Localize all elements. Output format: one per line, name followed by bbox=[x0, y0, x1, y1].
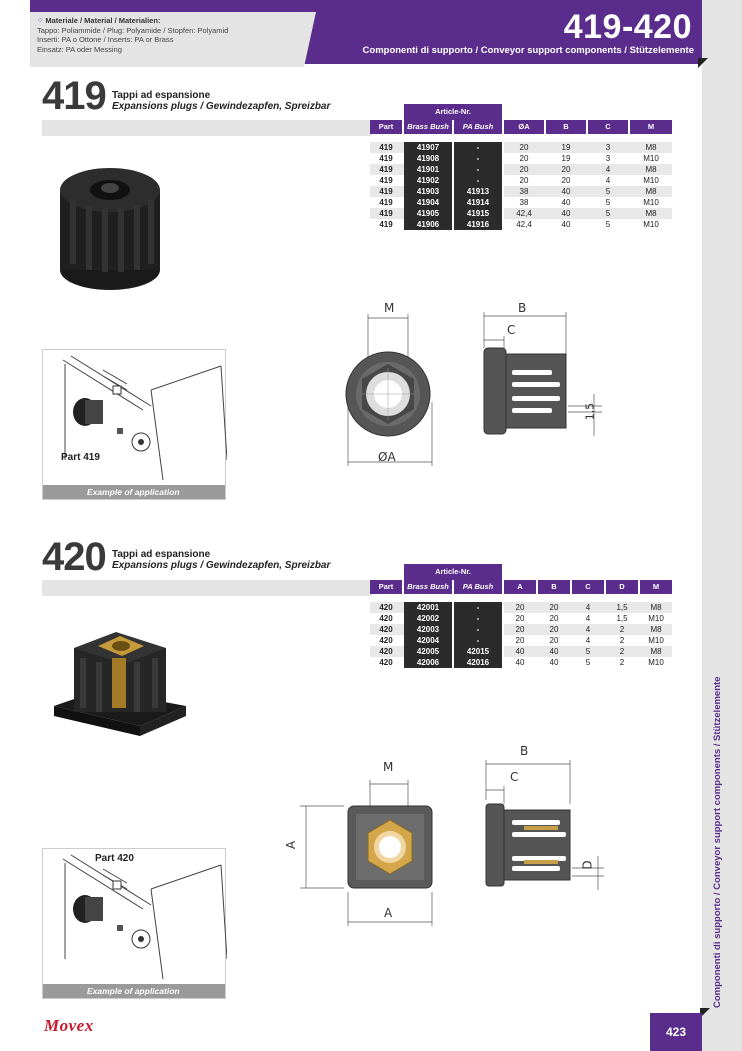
table-cell: 42002 bbox=[404, 613, 454, 624]
table-cell: 1,5 bbox=[616, 614, 628, 623]
table-cell: 41907 bbox=[404, 142, 454, 153]
table-cell: 41915 bbox=[454, 208, 504, 219]
section-419-band bbox=[42, 120, 372, 136]
col-header: Brass Bush bbox=[404, 580, 452, 594]
table-cell: 2 bbox=[619, 647, 625, 656]
table-cell: 42006 bbox=[404, 657, 454, 668]
table-cell: 41908 bbox=[404, 153, 454, 164]
dim-b-label: B bbox=[520, 744, 529, 758]
table-cell: 38 bbox=[519, 198, 529, 207]
page-number: 423 bbox=[650, 1013, 702, 1051]
table-cell: 42016 bbox=[454, 657, 504, 668]
section-419-article-header: Article-Nr. bbox=[404, 104, 502, 120]
section-420-number: 420 bbox=[42, 535, 106, 579]
table-row bbox=[370, 153, 672, 164]
table-cell: 20 bbox=[519, 154, 529, 163]
material-line-2: Inserti: PA o Ottone / Inserts: PA or Brass bbox=[37, 35, 174, 44]
material-info bbox=[30, 12, 304, 67]
table-cell: 20 bbox=[519, 165, 529, 174]
table-cell: 42005 bbox=[404, 646, 454, 657]
table-cell: 20 bbox=[561, 165, 571, 174]
dim-d-label: 1,5 bbox=[583, 402, 597, 421]
plug-419-photo bbox=[52, 150, 168, 298]
table-cell: M10 bbox=[643, 220, 659, 229]
table-cell: 41903 bbox=[404, 186, 454, 197]
table-row bbox=[370, 624, 672, 635]
plug-420-photo bbox=[50, 614, 190, 738]
table-cell: 42004 bbox=[404, 635, 454, 646]
col-header: ØA bbox=[504, 120, 544, 134]
plug-420-side-drawing bbox=[480, 760, 604, 894]
table-cell: 40 bbox=[515, 647, 525, 656]
table-cell: M10 bbox=[643, 176, 659, 185]
table-cell: 42,4 bbox=[516, 220, 532, 229]
plug-419-front-drawing bbox=[340, 302, 440, 468]
section-420-application bbox=[42, 848, 226, 999]
table-cell: - bbox=[454, 142, 504, 153]
table-cell: - bbox=[454, 175, 504, 186]
material-line-3: Einsatz: PA oder Messing bbox=[37, 44, 122, 54]
table-cell: 5 bbox=[605, 187, 611, 196]
table-cell: 20 bbox=[515, 614, 525, 623]
table-cell: 4 bbox=[605, 176, 611, 185]
table-cell: 38 bbox=[519, 187, 529, 196]
table-cell: 419 bbox=[379, 165, 393, 174]
table-cell: M10 bbox=[648, 636, 664, 645]
table-row bbox=[370, 142, 672, 153]
table-row bbox=[370, 657, 672, 668]
table-row bbox=[370, 164, 672, 175]
material-title-line: ⁘ Materiale / Material / Materialien: bbox=[37, 16, 161, 25]
application-caption: Example of application bbox=[43, 485, 225, 499]
table-cell: - bbox=[454, 613, 504, 624]
table-row bbox=[370, 219, 672, 230]
table-cell: - bbox=[454, 624, 504, 635]
table-cell: 40 bbox=[561, 187, 571, 196]
col-header: A bbox=[504, 580, 536, 594]
col-header: B bbox=[538, 580, 570, 594]
table-cell: 40 bbox=[561, 198, 571, 207]
table-cell: 20 bbox=[519, 143, 529, 152]
table-cell: 42015 bbox=[454, 646, 504, 657]
dim-a-label: ØA bbox=[378, 450, 396, 464]
table-cell: 4 bbox=[585, 603, 591, 612]
series-code: 419-420 bbox=[563, 8, 692, 46]
plug-420-front-drawing bbox=[296, 770, 446, 926]
table-cell: - bbox=[454, 164, 504, 175]
table-cell: 2 bbox=[619, 636, 625, 645]
table-cell: 420 bbox=[379, 647, 393, 656]
dim-b-label: B bbox=[518, 301, 527, 315]
table-cell: - bbox=[454, 635, 504, 646]
table-cell: 5 bbox=[605, 198, 611, 207]
section-420-band bbox=[42, 580, 372, 596]
table-cell: 1,5 bbox=[616, 603, 628, 612]
application-drawing bbox=[43, 350, 227, 487]
material-notch bbox=[304, 12, 316, 67]
table-cell: M10 bbox=[643, 198, 659, 207]
table-cell: M8 bbox=[645, 165, 657, 174]
table-cell: 2 bbox=[619, 658, 625, 667]
table-cell: 40 bbox=[515, 658, 525, 667]
col-header: M bbox=[630, 120, 672, 134]
table-row bbox=[370, 635, 672, 646]
table-cell: 41902 bbox=[404, 175, 454, 186]
table-row bbox=[370, 613, 672, 624]
table-cell: 20 bbox=[549, 603, 559, 612]
section-419-application bbox=[42, 349, 226, 500]
table-cell: 5 bbox=[605, 220, 611, 229]
table-cell: 420 bbox=[379, 614, 393, 623]
section-419-number: 419 bbox=[42, 74, 106, 118]
application-part-label: Part 419 bbox=[61, 452, 100, 463]
table-cell: 20 bbox=[515, 603, 525, 612]
table-cell: 20 bbox=[549, 636, 559, 645]
table-cell: - bbox=[454, 602, 504, 613]
table-cell: 42003 bbox=[404, 624, 454, 635]
table-cell: M8 bbox=[650, 625, 662, 634]
table-cell: 20 bbox=[549, 625, 559, 634]
application-part-label: Part 420 bbox=[95, 853, 134, 864]
table-cell: 419 bbox=[379, 198, 393, 207]
table-cell: 5 bbox=[585, 647, 591, 656]
table-cell: 419 bbox=[379, 176, 393, 185]
movex-logo: Movex bbox=[44, 1016, 94, 1035]
table-cell: 420 bbox=[379, 636, 393, 645]
application-drawing bbox=[43, 849, 227, 986]
table-cell: 41914 bbox=[454, 197, 504, 208]
table-cell: 41913 bbox=[454, 186, 504, 197]
table-cell: 419 bbox=[379, 143, 393, 152]
dim-c-label: C bbox=[510, 770, 519, 784]
section-420-title: Tappi ad espansione Expansions plugs / Gewindezapfen, Spreizbar bbox=[112, 549, 331, 571]
table-cell: 20 bbox=[515, 636, 525, 645]
table-cell: 4 bbox=[585, 614, 591, 623]
table-cell: 20 bbox=[515, 625, 525, 634]
table-cell: 420 bbox=[379, 603, 393, 612]
dim-m-label: M bbox=[384, 301, 395, 315]
table-cell: M8 bbox=[650, 647, 662, 656]
table-cell: 3 bbox=[605, 154, 611, 163]
table-row bbox=[370, 646, 672, 657]
table-cell: 20 bbox=[561, 176, 571, 185]
table-row bbox=[370, 197, 672, 208]
table-cell: 41905 bbox=[404, 208, 454, 219]
table-cell: 41901 bbox=[404, 164, 454, 175]
dim-a-label: A bbox=[284, 840, 299, 850]
table-cell: 41916 bbox=[454, 219, 504, 230]
col-header: PA Bush bbox=[454, 580, 502, 594]
col-header: C bbox=[572, 580, 604, 594]
material-line-1: Tappo: Poliammide / Plug: Polyamide / Stopfen: Polyamid bbox=[37, 25, 229, 35]
dim-m-label: M bbox=[383, 760, 394, 774]
section-419-title: Tappi ad espansione Expansions plugs / Gewindezapfen, Spreizbar bbox=[112, 90, 331, 112]
table-cell: M8 bbox=[650, 603, 662, 612]
table-cell: M10 bbox=[643, 154, 659, 163]
table-cell: M8 bbox=[645, 209, 657, 218]
table-cell: 42,4 bbox=[516, 209, 532, 218]
table-cell: 40 bbox=[561, 209, 571, 218]
col-header: M bbox=[640, 580, 672, 594]
sidebar-label: Componenti di supporto / Conveyor support components / Stützelemente bbox=[712, 676, 723, 1008]
table-cell: 19 bbox=[561, 143, 571, 152]
dim-c-label: C bbox=[507, 323, 516, 337]
table-cell: 20 bbox=[549, 614, 559, 623]
table-cell: 19 bbox=[561, 154, 571, 163]
table-cell: 419 bbox=[379, 187, 393, 196]
table-cell: 4 bbox=[585, 636, 591, 645]
table-cell: 5 bbox=[585, 658, 591, 667]
table-cell: 3 bbox=[605, 143, 611, 152]
table-cell: 41906 bbox=[404, 219, 454, 230]
table-cell: 5 bbox=[605, 209, 611, 218]
table-cell: - bbox=[454, 153, 504, 164]
table-row bbox=[370, 208, 672, 219]
col-header: Part bbox=[370, 580, 402, 594]
table-cell: 40 bbox=[561, 220, 571, 229]
col-header: Part bbox=[370, 120, 402, 134]
table-cell: 41904 bbox=[404, 197, 454, 208]
table-cell: 4 bbox=[605, 165, 611, 174]
table-cell: M10 bbox=[648, 658, 664, 667]
application-caption: Example of application bbox=[43, 984, 225, 998]
table-cell: 40 bbox=[549, 647, 559, 656]
series-subtitle: Componenti di supporto / Conveyor support components / Stützelemente bbox=[362, 45, 694, 56]
plug-419-side-drawing bbox=[478, 308, 602, 442]
table-cell: 420 bbox=[379, 658, 393, 667]
table-cell: 40 bbox=[549, 658, 559, 667]
col-header: PA Bush bbox=[454, 120, 502, 134]
dim-a-label: A bbox=[384, 906, 393, 920]
section-420-article-header: Article-Nr. bbox=[404, 564, 502, 580]
table-cell: 4 bbox=[585, 625, 591, 634]
table-cell: 419 bbox=[379, 209, 393, 218]
table-cell: M8 bbox=[645, 143, 657, 152]
table-cell: M10 bbox=[648, 614, 664, 623]
table-row bbox=[370, 186, 672, 197]
table-cell: 419 bbox=[379, 154, 393, 163]
col-header: B bbox=[546, 120, 586, 134]
header-corner bbox=[698, 58, 708, 68]
col-header: D bbox=[606, 580, 638, 594]
dim-d-label: D bbox=[580, 860, 595, 870]
table-row bbox=[370, 602, 672, 613]
table-cell: M8 bbox=[645, 187, 657, 196]
table-cell: 42001 bbox=[404, 602, 454, 613]
table-cell: 2 bbox=[619, 625, 625, 634]
col-header: C bbox=[588, 120, 628, 134]
table-cell: 419 bbox=[379, 220, 393, 229]
table-cell: 420 bbox=[379, 625, 393, 634]
col-header: Brass Bush bbox=[404, 120, 452, 134]
table-cell: 20 bbox=[519, 176, 529, 185]
table-row bbox=[370, 175, 672, 186]
